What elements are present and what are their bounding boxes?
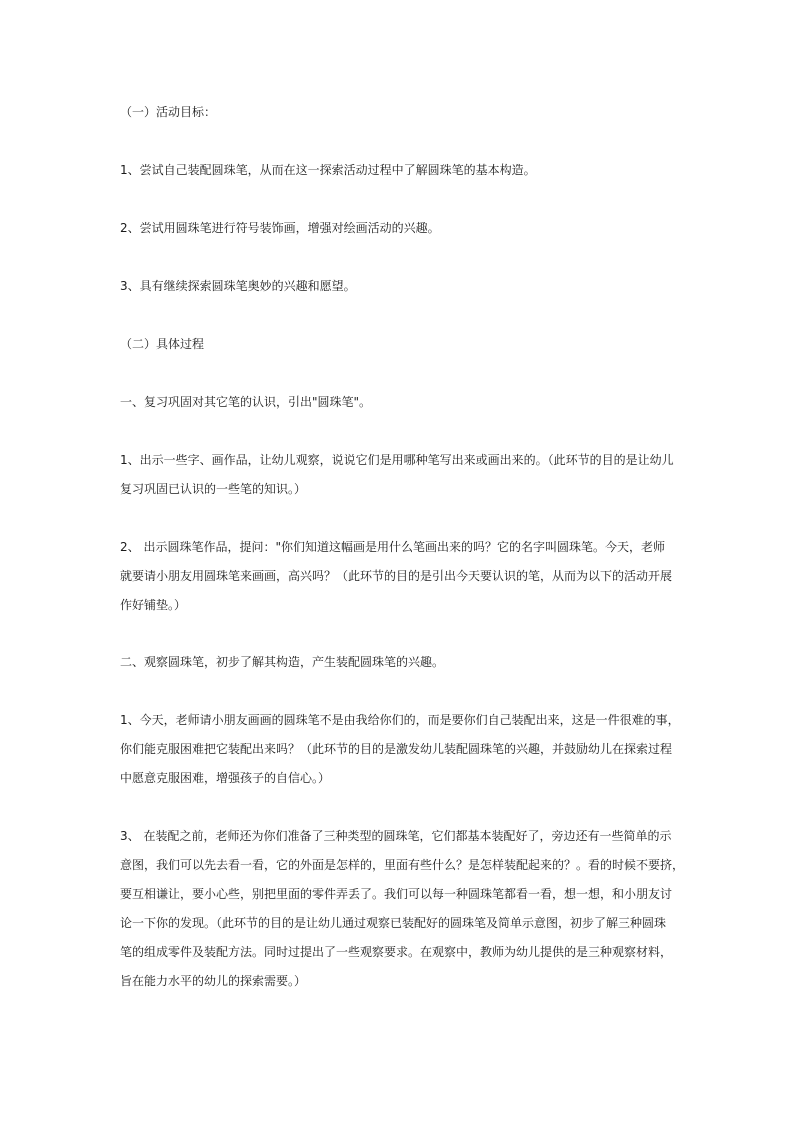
goal-3	[120, 272, 680, 301]
step1-heading	[120, 388, 680, 417]
step1-item-2-line: 作好铺垫。）	[120, 598, 187, 612]
step2-heading	[120, 648, 680, 677]
goal-1-text: 1、尝试自己装配圆珠笔，从而在这一探索活动过程中了解圆珠笔的基本构造。	[120, 163, 536, 177]
step2-item-3-line: 3、 在装配之前，老师还为你们准备了三种类型的圆珠笔，它们都基本装配好了，旁边还有一些简单的示	[120, 829, 672, 843]
step2-item-1-line: 中愿意克服困难，增强孩子的自信心。）	[120, 771, 331, 785]
goal-1	[120, 156, 680, 185]
step2-item-3-line: 笔的组成零件及装配方法。同时过提出了一些观察要求。在观察中，教师为幼儿提供的是三种观察材料，	[120, 945, 673, 959]
section1-heading	[120, 98, 680, 127]
step2-item-3-line: 旨在能力水平的幼儿的探索需要。）	[120, 974, 307, 988]
goal-3-text: 3、具有继续探索圆珠笔奥妙的兴趣和愿望。	[120, 279, 356, 293]
step1-item-2-line: 2、 出示圆珠笔作品，提问："你们知道这幅画是用什么笔画出来的吗？它的名字叫圆珠笔。今天，老师	[120, 540, 665, 554]
section2-heading	[120, 330, 680, 359]
step2-heading-text: 二、观察圆珠笔，初步了解其构造，产生装配圆珠笔的兴趣。	[120, 655, 445, 669]
step1-item-2-line: 就要请小朋友用圆珠笔来画画，高兴吗？（此环节的目的是引出今天要认识的笔，从而为以下的活动开展	[120, 569, 673, 583]
step2-item-1-line: 1、今天，老师请小朋友画画的圆珠笔不是由我给你们的，而是要你们自己装配出来，这是一件很难的事，	[120, 713, 680, 727]
step2-item-3-line: 要互相谦让，要小心些，别把里面的零件弄丢了。我们可以每一种圆珠笔都看一看，想一想，和小朋友讨	[120, 887, 673, 901]
step2-item-3-line: 意图，我们可以先去看一看，它的外面是怎样的，里面有些什么？是怎样装配起来的？。看的时候不要挤，	[120, 858, 685, 872]
step2-item-3-line: 论一下你的发现。（此环节的目的是让幼儿通过观察已装配好的圆珠笔及简单示意图，初步了解三种圆珠	[120, 916, 667, 930]
goal-2-text: 2、尝试用圆珠笔进行符号装饰画，增强对绘画活动的兴趣。	[120, 221, 440, 235]
step2-item-1	[120, 706, 680, 793]
section1-heading-text: （一）活动目标：	[120, 105, 217, 119]
step1-heading-text: 一、复习巩固对其它笔的认识，引出"圆珠笔"。	[120, 395, 372, 409]
step1-item-1-line: 复习巩固已认识的一些笔的知识。）	[120, 482, 307, 496]
step2-item-3	[120, 822, 685, 996]
goal-2	[120, 214, 680, 243]
section2-heading-text: （二）具体过程	[120, 337, 205, 351]
step1-item-1-line: 1、出示一些字、画作品，让幼儿观察，说说它们是用哪种笔写出来或画出来的。（此环节的目的是让幼儿	[120, 453, 674, 467]
step2-item-1-line: 你们能克服困难把它装配出来吗？（此环节的目的是激发幼儿装配圆珠笔的兴趣，并鼓励幼儿在探索过程	[120, 742, 673, 756]
step1-item-2	[120, 533, 680, 620]
step1-item-1	[120, 446, 680, 504]
